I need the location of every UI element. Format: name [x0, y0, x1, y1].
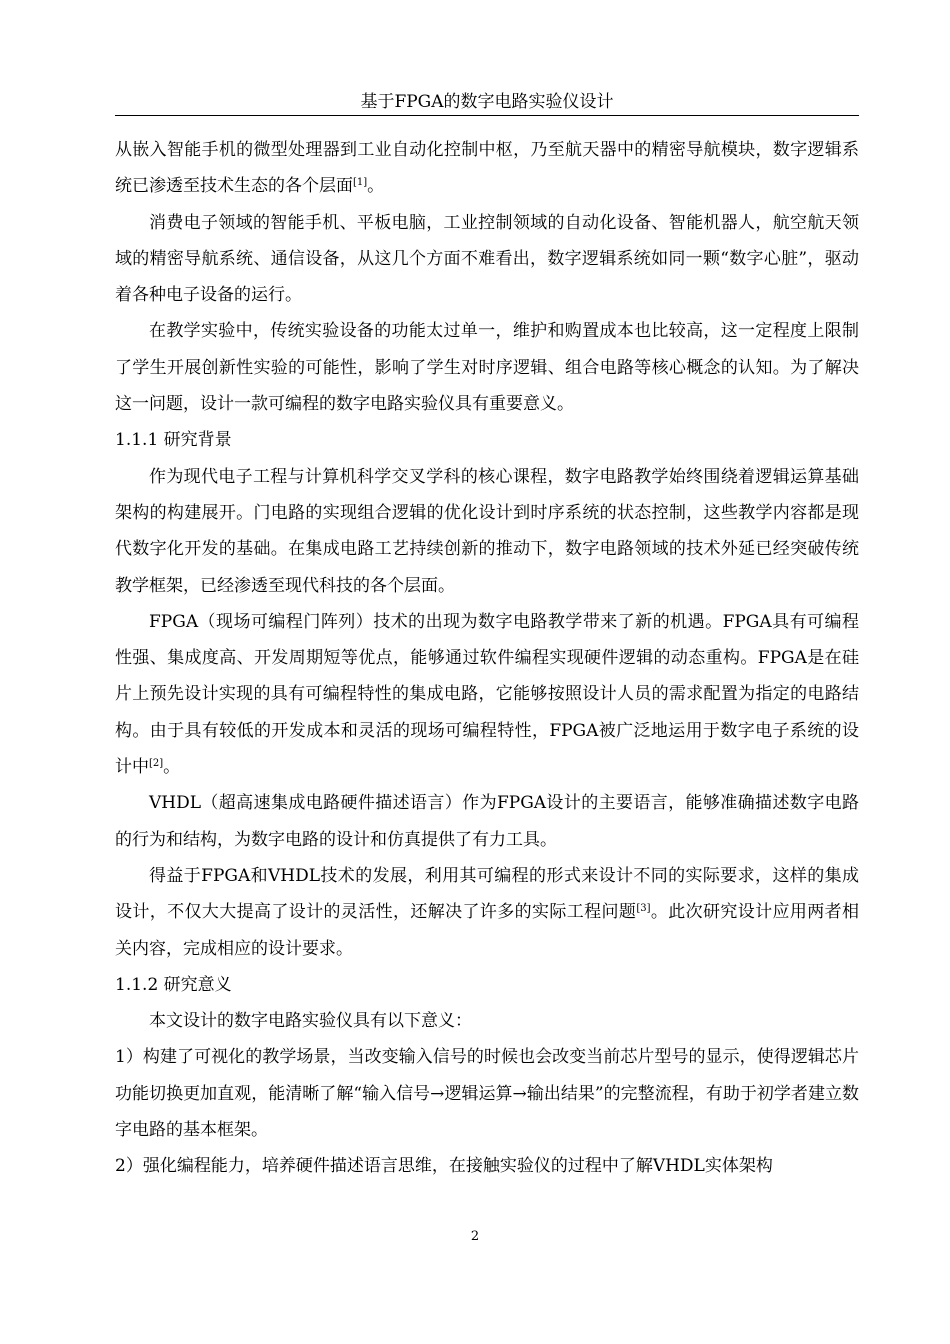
citation: [2]: [149, 758, 164, 770]
paragraph: [115, 132, 859, 205]
section-heading: 1.1.1 研究背景: [115, 430, 232, 451]
page-body: [115, 132, 859, 1185]
paragraph-text: 从嵌入智能手机的微型处理器到工业自动化控制中枢，乃至航天器中的精密导航模块，数字逻辑系统已渗透至技术生态的各个层面: [115, 140, 859, 197]
citation: [3]: [636, 903, 651, 915]
paragraph: [115, 858, 859, 967]
paragraph-text: 得益于FPGA和VHDL技术的发展，利用其可编程的形式来设计不同的实际要求，这样的集成设计，不仅大大提高了设计的灵活性，还解决了许多的实际工程问题: [115, 865, 859, 923]
paragraph-text: 。: [367, 176, 385, 197]
list-item: 1）构建了可视化的教学场景，当改变输入信号的时候也会改变当前芯片型号的显示，使得逻辑芯片功能切换更加直观，能清晰了解“输入信号→逻辑运算→输出结果”的完整流程，有助于初学者建立数字电路的基本框架。: [115, 1047, 859, 1141]
citation: [1]: [353, 177, 368, 189]
paragraph: 在教学实验中，传统实验设备的功能太过单一，维护和购置成本也比较高，这一定程度上限制了学生开展创新性实验的可能性，影响了学生对时序逻辑、组合电路等核心概念的认知。为了解决这一问题，设计一款可编程的数字电路实验仪具有重要意义。: [115, 321, 859, 415]
paragraph-text: 。此次研究设计应用两者相关内容，完成相应的设计要求。: [115, 902, 860, 959]
paragraph-text: FPGA（现场可编程门阵列）技术的出现为数字电路教学带来了新的机遇。FPGA具有可编程性强、集成度高、开发周期短等优点，能够通过软件编程实现硬件逻辑的动态重构。FPGA是在硅片上预先设计实现的具有可编程特性的集成电路，它能够按照设计人员的需求配置为指定的电路结构。由于具有较低的开发成本和灵活的现场可编程特性，FPGA被广泛地运用于数字电子系统的设计中: [115, 611, 859, 778]
section-heading: 1.1.2 研究意义: [115, 974, 232, 995]
paragraph: 作为现代电子工程与计算机科学交叉学科的核心课程，数字电路教学始终围绕着逻辑运算基础架构的构建展开。门电路的实现组合逻辑的优化设计到时序系统的状态控制，这些教学内容都是现代数字化开发的基础。在集成电路工艺持续创新的推动下，数字电路领域的技术外延已经突破传统教学框架，已经渗透至现代科技的各个层面。: [115, 466, 859, 596]
paragraph: [115, 604, 859, 785]
paragraph: 消费电子领域的智能手机、平板电脑，工业控制领域的自动化设备、智能机器人，航空航天领域的精密导航系统、通信设备，从这几个方面不难看出，数字逻辑系统如同一颗“数字心脏”，驱动着各种电子设备的运行。: [115, 212, 859, 306]
page-number: 2: [470, 1229, 480, 1244]
list-item: 2）强化编程能力，培养硬件描述语言思维，在接触实验仪的过程中了解VHDL实体架构: [115, 1156, 773, 1177]
header-rule: [115, 115, 859, 116]
running-header: 基于FPGA的数字电路实验仪设计: [360, 92, 614, 112]
paragraph: VHDL（超高速集成电路硬件描述语言）作为FPGA设计的主要语言，能够准确描述数字电路的行为和结构，为数字电路的设计和仿真提供了有力工具。: [115, 793, 859, 850]
paragraph-text: 。: [163, 757, 181, 778]
paragraph: 本文设计的数字电路实验仪具有以下意义：: [149, 1011, 472, 1032]
